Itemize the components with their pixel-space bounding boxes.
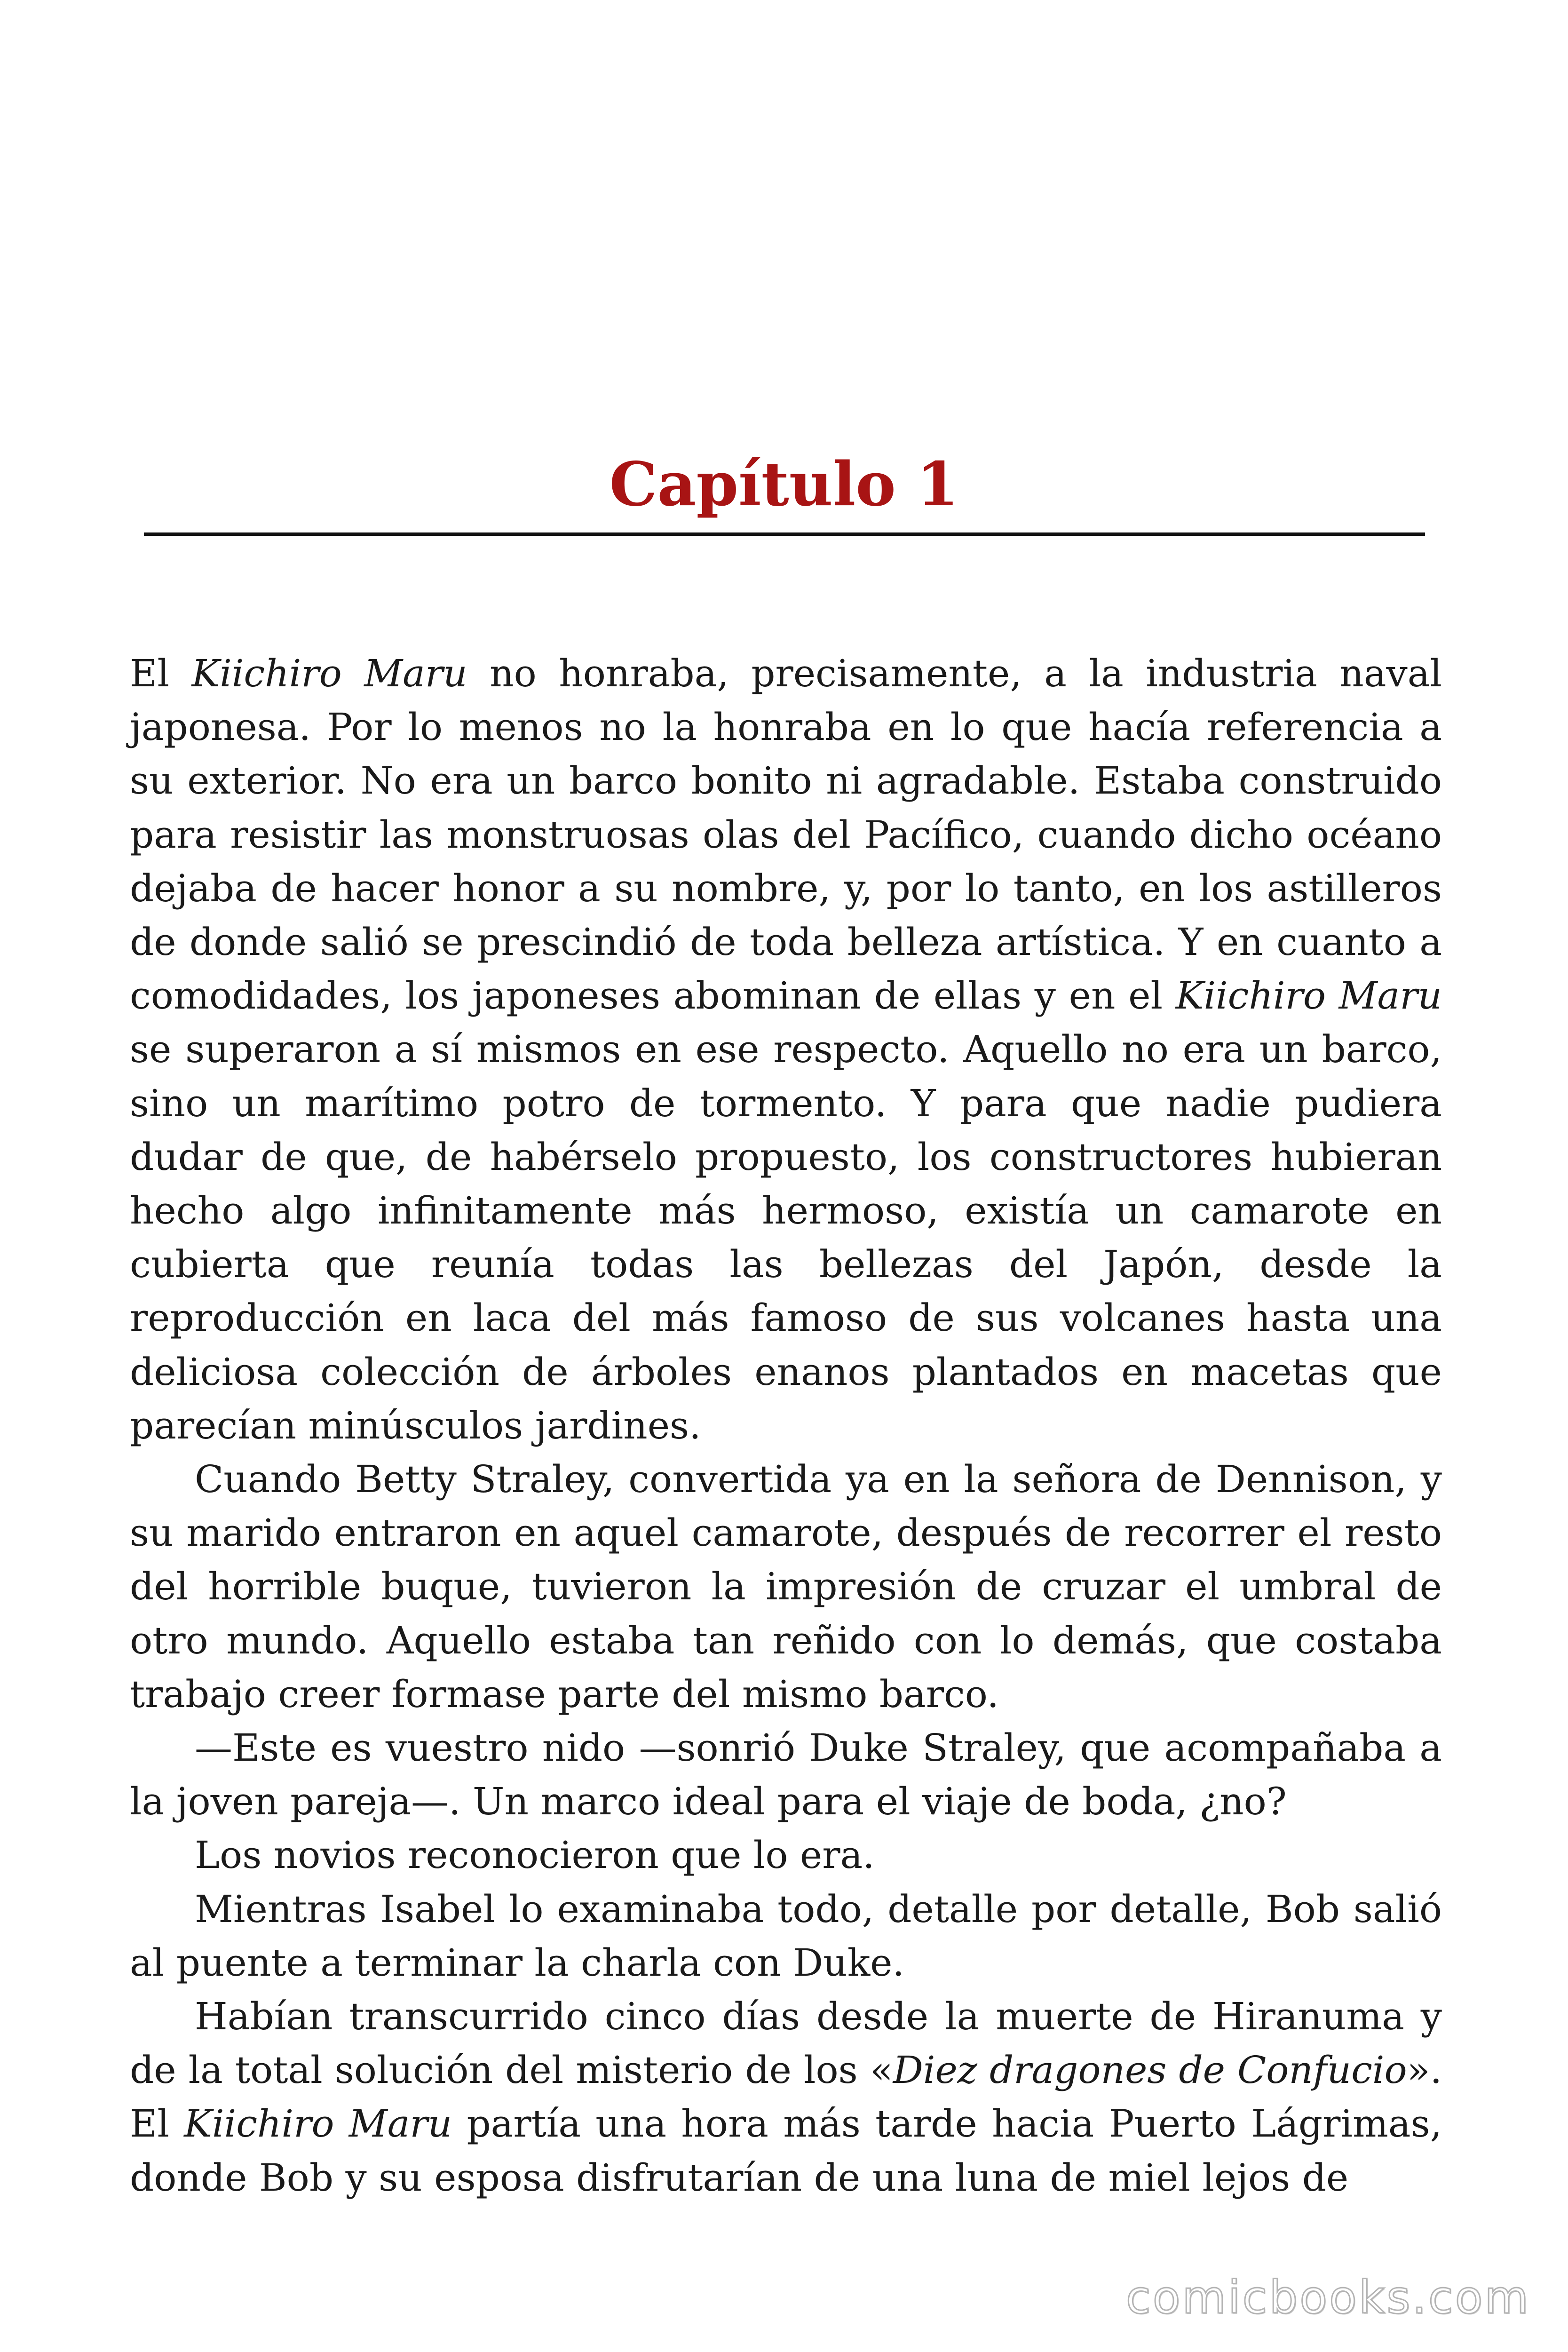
paragraph (130, 647, 1442, 1453)
body-text (130, 647, 1442, 2205)
text-run: Mientras Isabel lo examinaba todo, detalle por detalle, Bob salió al puente a terminar la charla con Duke. (130, 1887, 1442, 1985)
text-run: partía una hora más tarde hacia Puerto Lágrimas, donde Bob y su esposa disfrutarían de una luna de miel lejos de (130, 2102, 1442, 2200)
paragraph (130, 1453, 1442, 1721)
paragraph (130, 1828, 1442, 1882)
chapter-title: Capítulo 1 (609, 449, 959, 520)
watermark: comicbooks.com (1125, 2271, 1530, 2324)
ship-name-italic: Kiichiro Maru (184, 2102, 452, 2146)
ship-name-italic: Kiichiro Maru (1175, 974, 1442, 1018)
text-run: El (130, 652, 192, 695)
paragraph (130, 1721, 1442, 1828)
ship-name-italic: Kiichiro Maru (191, 652, 467, 695)
paragraph (130, 1883, 1442, 1990)
text-run: no honraba, precisamente, a la industria naval japonesa. Por lo menos no la honraba en lo que hacía referencia a su exterior. No era un barco bonito ni agradable. Estaba construido para resistir las monstruosas olas del Pacífico, cuando dicho océano dejaba de hacer honor a su nombre, y, por lo tanto, en los astilleros de donde salió se prescindió de toda belleza artística. Y en cuanto a comodidades, los japoneses abominan de ellas y en el (130, 652, 1442, 1018)
text-run: Cuando Betty Straley, convertida ya en la señora de Dennison, y su marido entraron en aquel camarote, después de recorrer el resto del horrible buque, tuvieron la impresión de cruzar el umbral de otro mundo. Aquello estaba tan reñido con lo demás, que costaba trabajo creer formase parte del mismo barco. (130, 1457, 1442, 1716)
text-run: Los novios reconocieron que lo era. (195, 1833, 875, 1877)
paragraph (130, 1990, 1442, 2205)
book-title-italic: Diez dragones de Confucio (893, 2048, 1407, 2092)
text-run: —Este es vuestro nido —sonrió Duke Straley, que acompañaba a la joven pareja—. Un marco ideal para el viaje de boda, ¿no? (130, 1726, 1442, 1824)
text-run: Habían transcurrido cinco días desde la muerte de Hiranuma y de la total solución del misterio de los « (130, 1994, 1442, 2092)
title-underline-rule (144, 532, 1425, 536)
text-run: ». El (130, 2048, 1442, 2146)
text-run: se superaron a sí mismos en ese respecto. Aquello no era un barco, sino un marítimo potro de tormento. Y para que nadie pudiera dudar de que, de habérselo propuesto, los constructores hubieran hecho algo infinitamente más hermoso, existía un camarote en cubierta que reunía todas las bellezas del Japón, desde la reproducción en laca del más famoso de sus volcanes hasta una deliciosa colección de árboles enanos plantados en macetas que parecían minúsculos jardines. (130, 1027, 1442, 1447)
